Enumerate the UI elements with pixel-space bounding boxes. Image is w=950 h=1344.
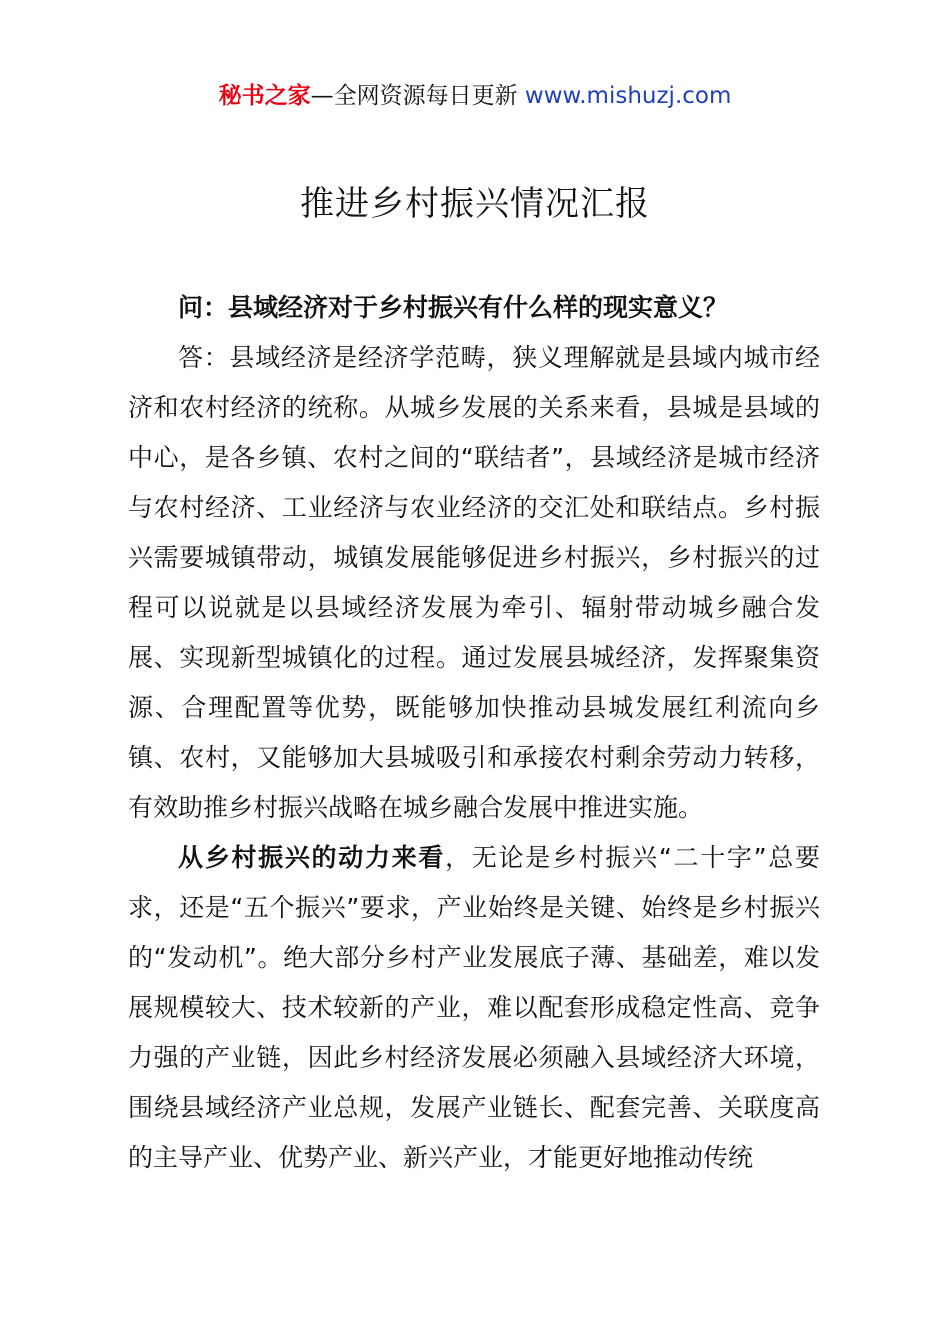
header-tagline: —全网资源每日更新	[310, 83, 525, 109]
document-body	[128, 283, 820, 1183]
paragraph-body-text: ，无论是乡村振兴“二十字”总要求，还是“五个振兴”要求，产业始终是关键、始终是乡村振兴的“发动机”。绝大部分乡村产业发展底子薄、基础差，难以发展规模较大、技术较新的产业，难以配套形成稳定性高、竞争力强的产业链，因此乡村经济发展必须融入县域经济大环境，围绕县域经济产业总规，发展产业链长、配套完善、关联度高的主导产业、优势产业、新兴产业，才能更好地推动传统	[128, 843, 820, 1172]
brand-name: 秘书之家	[218, 83, 311, 109]
answer-paragraph: 答：县域经济是经济学范畴，狭义理解就是县域内城市经济和农村经济的统称。从城乡发展的关系来看，县城是县域的中心，是各乡镇、农村之间的“联结者”，县域经济是城市经济与农村经济、工业经济与农业经济的交汇处和联结点。乡村振兴需要城镇带动，城镇发展能够促进乡村振兴，乡村振兴的过程可以说就是以县域经济发展为牵引、辐射带动城乡融合发展、实现新型城镇化的过程。通过发展县城经济，发挥聚集资源、合理配置等优势，既能够加快推动县城发展红利流向乡镇、农村，又能够加大县城吸引和承接农村剩余劳动力转移，有效助推乡村振兴战略在城乡融合发展中推进实施。	[128, 343, 820, 822]
document-title: 推进乡村振兴情况汇报	[300, 184, 650, 224]
site-header	[0, 80, 950, 112]
body-paragraph-2	[128, 833, 820, 1183]
paragraph-lead-text: 从乡村振兴的动力来看	[178, 843, 446, 872]
question-paragraph: 问：县域经济对于乡村振兴有什么样的现实意义？	[178, 293, 729, 322]
site-url-link[interactable]: www.mishuzj.com	[524, 83, 732, 109]
